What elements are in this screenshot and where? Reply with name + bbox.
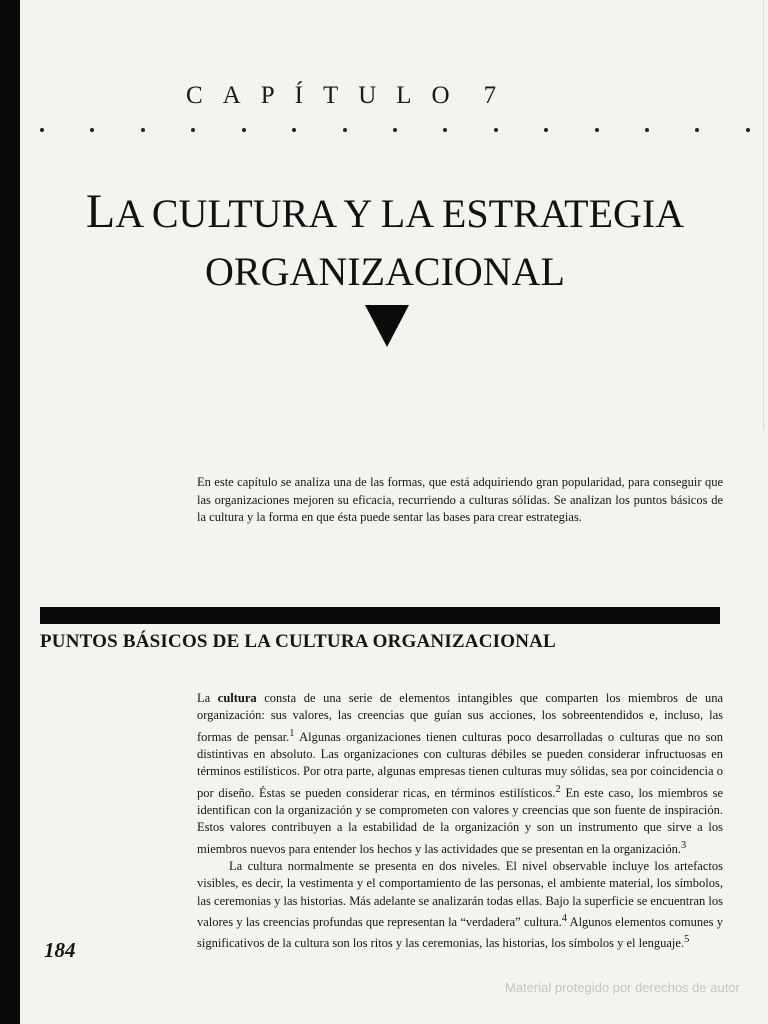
chapter-title-line-2: ORGANIZACIONAL xyxy=(205,249,565,294)
chapter-title-line-1-rest: A CULTURA Y LA ESTRATEGIA xyxy=(115,191,685,236)
down-triangle-icon xyxy=(365,305,409,347)
section-rule xyxy=(40,607,720,624)
copyright-watermark: Material protegido por derechos de autor xyxy=(505,980,740,995)
divider-dot xyxy=(343,128,347,132)
divider-dot xyxy=(746,128,750,132)
divider-dot xyxy=(242,128,246,132)
divider-dot xyxy=(393,128,397,132)
footnote-ref: 1 xyxy=(289,727,295,739)
chapter-intro: En este capítulo se analiza una de las formas, que está adquiriendo gran popularidad, para conseguir que las organizaciones mejoren su eficacia, recurriendo a culturas sólidas. Se analizan los puntos básicos de la cultura y la forma en que ésta puede sentar las bases para crear estrategias. xyxy=(197,475,723,524)
paragraph-2-text-a: La cultura normalmente se presenta en dos niveles. El nivel observable incluye los artefactos visibles, es decir, la vestimenta y el comportamiento de las personas, el ambiente material, los símbolos, las ceremonias y las historias. Más adelante se analizarán todas ellas. Bajo la superficie se encuentran los valores y las creencias profundas que representan la “verdadera” cultura. xyxy=(197,859,723,930)
chapter-title-line-1 xyxy=(30,183,740,243)
footnote-ref: 4 xyxy=(561,913,567,925)
chapter-title xyxy=(30,183,740,301)
paragraph-1 xyxy=(197,690,723,858)
page-number: 184 xyxy=(44,938,76,962)
divider-dot xyxy=(292,128,296,132)
divider-dot xyxy=(141,128,145,132)
right-edge-line xyxy=(763,0,764,430)
footnote-ref: 3 xyxy=(680,839,687,851)
chapter-label xyxy=(186,82,586,110)
chapter-title-initial: L xyxy=(85,185,116,238)
divider-dot xyxy=(645,128,649,132)
divider-dot xyxy=(695,128,699,132)
page-edge-bar xyxy=(0,0,20,1024)
divider-dot xyxy=(544,128,548,132)
paragraph-1-text-a: consta de una serie de elementos intangibles que comparten los miembros de una organización: sus valores, las creencias que guían sus acciones, los sobreentendidos e, incluso, las formas de pensar. xyxy=(197,691,724,744)
chapter-number: 7 xyxy=(483,82,517,109)
divider-dot xyxy=(90,128,94,132)
paragraph-2-text-b: Algunos elementos comunes y significativos de la cultura son los ritos y las ceremonias, las historias, los símbolos y el lenguaje. xyxy=(197,915,723,951)
footnote-ref: 2 xyxy=(555,783,561,795)
section-heading: PUNTOS BÁSICOS DE LA CULTURA ORGANIZACIONAL xyxy=(40,631,556,652)
body-text xyxy=(197,690,723,953)
key-term: cultura xyxy=(217,691,257,705)
divider-dot xyxy=(40,128,44,132)
dotted-divider xyxy=(40,125,750,135)
paragraph-1-text-c: En este caso, los miembros se identifican con la organización y se comprometen con valores y creencias que son fuente de inspiración. Estos valores contribuyen a la estabilidad de la organización y son un instrumento que sirve a los miembros nuevos para entender los hechos y las actividades que se presentan en la organización. xyxy=(197,785,723,856)
chapter-word: CAPÍTULO xyxy=(186,82,470,109)
divider-dot xyxy=(443,128,447,132)
divider-dot xyxy=(191,128,195,132)
divider-dot xyxy=(595,128,599,132)
footnote-ref: 5 xyxy=(684,934,690,946)
divider-dot xyxy=(494,128,498,132)
paragraph-1-text-b: Algunas organizaciones tienen culturas poco desarrolladas o culturas que no son distintivas en absoluto. Las organizaciones con culturas débiles se pueden considerar infructuosas en términos estilísticos. Por otra parte, algunas empresas tienen culturas muy sólidas, sea por coincidencia o por diseño. Éstas se pueden considerar ricas, en términos estilísticos. xyxy=(197,729,723,800)
paragraph-1-start: La xyxy=(197,691,218,705)
paragraph-2 xyxy=(197,858,723,953)
